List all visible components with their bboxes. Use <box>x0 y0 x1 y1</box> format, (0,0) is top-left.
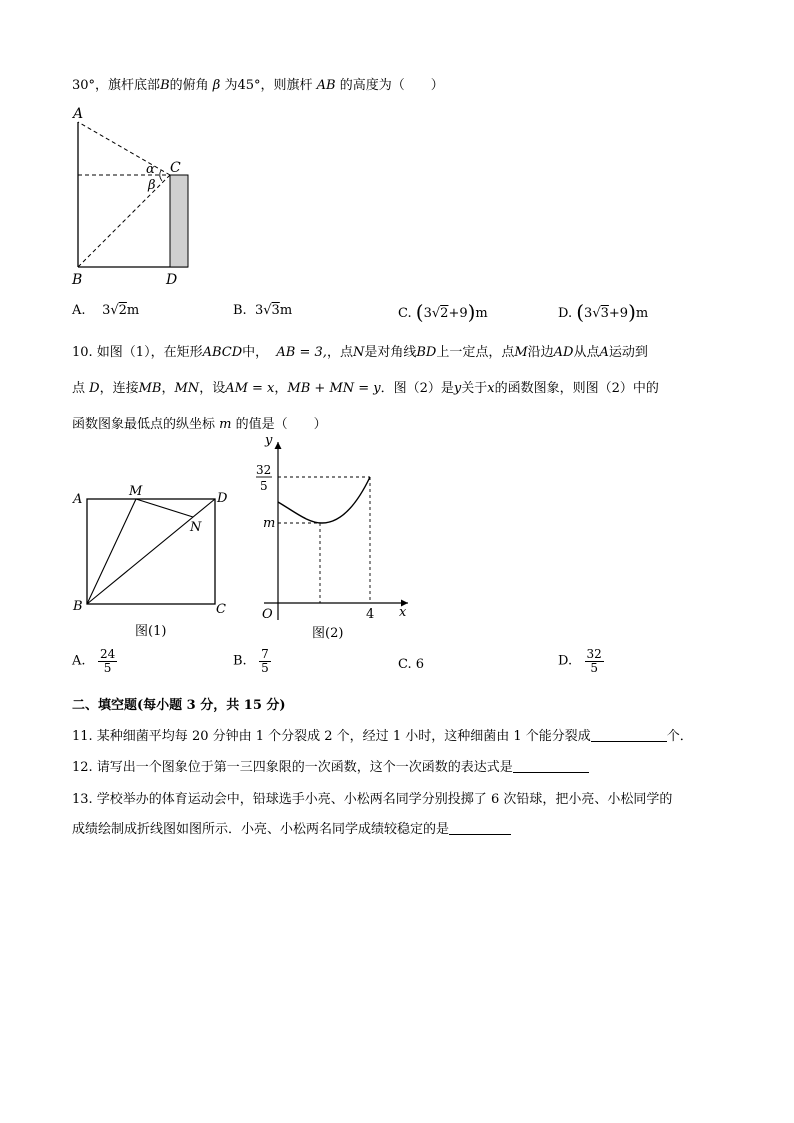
fig1-caption: 图(1) <box>135 624 167 639</box>
q11: 11. 某种细菌平均每 20 分钟由 1 个分裂成 2 个，经过 1 小时，这种细菌由 1 个能分裂成 个． <box>72 729 693 744</box>
q10-option-d[interactable]: D. $\frac{32}{5}$ <box>558 647 602 675</box>
q10-figure-2 <box>250 430 420 645</box>
sqrt-icon: √ <box>110 303 119 318</box>
q9-option-a[interactable]: A. 3√2m <box>72 303 140 318</box>
fig1-label-n: N <box>190 520 202 535</box>
q10-option-a[interactable]: A. $\frac{24}{5}$ <box>72 647 116 675</box>
q10-line-3: 函数图象最低点的纵坐标 m 的值是（ ） <box>72 417 327 432</box>
label-beta: β <box>148 178 156 193</box>
sqrt-icon: √ <box>592 306 601 321</box>
q13-line-1: 13. 学校举办的体育运动会中，铅球选手小亮、小松两名同学分别投掷了 6 次铅球，把小亮、小松同学的 <box>72 792 673 807</box>
q9-figure <box>68 100 208 290</box>
label-a: A <box>73 106 84 122</box>
segment-mb <box>87 499 136 604</box>
building-cd <box>170 175 188 267</box>
function-curve <box>278 477 370 523</box>
q11-answer-blank[interactable] <box>591 728 667 742</box>
q10-line-2: 点 D，连接MB，MN，设AM = x，MB + MN = y．图（2）是y关于x的函数图象，则图（2）中的 <box>72 381 659 396</box>
fig2-frac-num: 32 <box>256 463 272 477</box>
fig2-caption: 图(2) <box>312 626 344 641</box>
fig1-label-d: D <box>217 491 228 506</box>
label-b: B <box>72 272 83 288</box>
fig2-frac-den: 5 <box>260 479 268 493</box>
fig2-label-o: O <box>262 607 273 622</box>
fig1-label-a: A <box>73 492 83 507</box>
fig2-tick-4: 4 <box>366 607 375 622</box>
q13-answer-blank[interactable] <box>449 821 511 835</box>
angle-arc <box>160 170 162 181</box>
fig2-label-m: m <box>263 516 276 531</box>
label-c: C <box>170 160 181 176</box>
sight-line-ca <box>78 122 170 175</box>
fig2-label-y: y <box>265 433 273 448</box>
q13-line-2: 成绩绘制成折线图如图所示．小亮、小松两名同学成绩较稳定的是 <box>72 818 511 837</box>
q10-figure-1 <box>70 480 240 645</box>
q9-stem: 30°，旗杆底部B的俯角 β 为45°，则旗杆 AB 的高度为（ ） <box>72 78 444 93</box>
segment-mn <box>136 499 193 517</box>
diagonal-bd <box>87 499 215 604</box>
sqrt-icon: √ <box>431 306 441 321</box>
sqrt-icon: √ <box>263 303 272 318</box>
q10-option-c[interactable]: C. 6 <box>398 657 425 672</box>
fig1-label-m: M <box>129 484 143 499</box>
sight-line-cb <box>78 175 170 267</box>
q10-line-1: 10. 如图（1），在矩形ABCD中， AB = 3,，点N是对角线BD上一定点，点M沿边AD从点A运动到 <box>72 345 648 360</box>
fig1-label-c: C <box>216 602 226 617</box>
fig1-label-b: B <box>73 599 83 614</box>
section-2-title: 二、填空题(每小题 3 分，共 15 分) <box>72 698 286 713</box>
label-d: D <box>166 272 178 288</box>
q9-option-b[interactable]: B. 3√3m <box>233 303 293 318</box>
q12: 12. 请写出一个图象位于第一三四象限的一次函数，这个一次函数的表达式是 <box>72 756 589 775</box>
q9-option-c[interactable]: C. (3√2+9)m <box>398 300 488 324</box>
q12-answer-blank[interactable] <box>513 759 589 773</box>
q9-option-d[interactable]: D. (3√3+9)m <box>558 300 649 324</box>
q10-option-b[interactable]: B. $\frac{7}{5}$ <box>233 647 269 675</box>
label-alpha: α <box>146 162 155 177</box>
fig2-label-x: x <box>399 605 407 620</box>
